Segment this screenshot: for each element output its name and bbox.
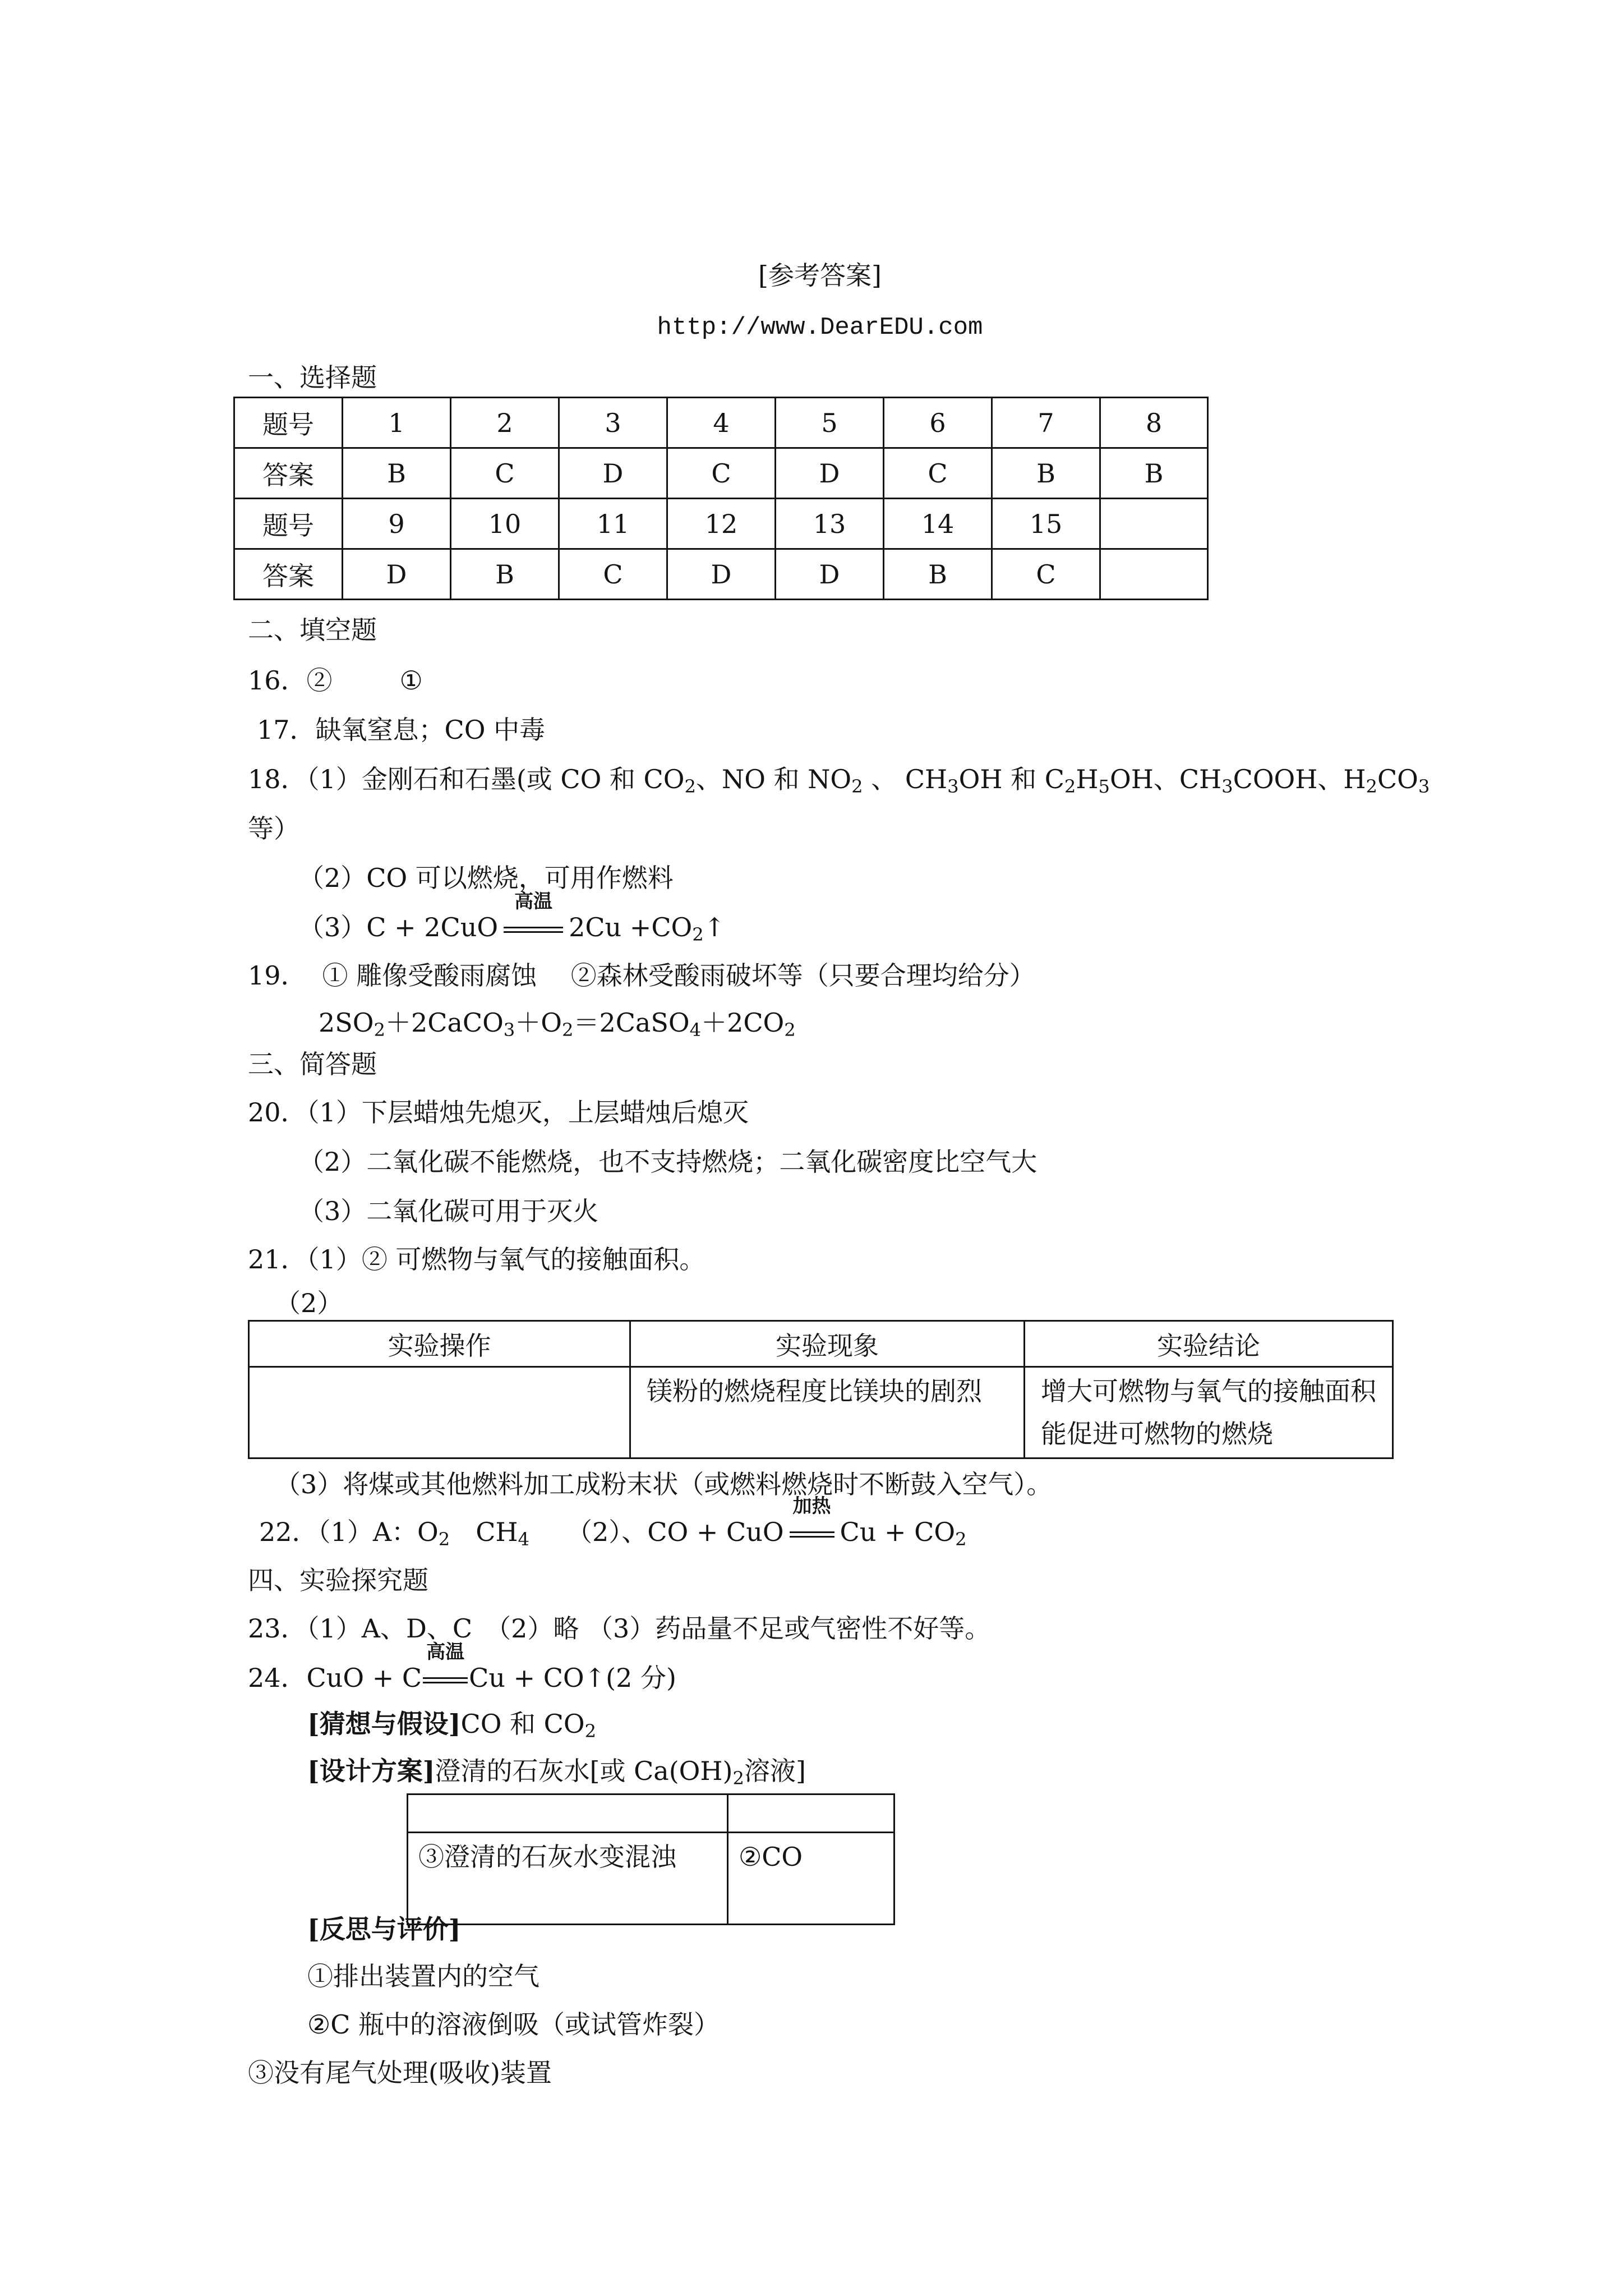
answer-q20-part1 [248, 1097, 749, 1128]
table-cell: 7 [992, 398, 1100, 448]
answer-q20-part2: （2）二氧化碳不能燃烧，也不支持燃烧；二氧化碳密度比空气大 [298, 1147, 1038, 1177]
answer-q18-part2: （2）CO 可以燃烧，可用作燃料 [298, 863, 674, 893]
column-header: 实验操作 [249, 1321, 630, 1367]
table-cell: D [776, 448, 884, 499]
reaction-condition: 高温 [514, 890, 553, 913]
table-cell: 10 [451, 499, 559, 549]
table-cell: C [559, 549, 667, 600]
answer-text: H [1076, 764, 1099, 794]
answer-text: （1）下层蜡烛先熄灭，上层蜡烛后熄灭 [306, 1097, 749, 1128]
answer-q16 [248, 665, 423, 696]
table-cell: 14 [884, 499, 992, 549]
equals-sign-icon [423, 1677, 468, 1683]
table-cell: 5 [776, 398, 884, 448]
answer-q20-part3: （3）二氧化碳可用于灭火 [298, 1196, 599, 1226]
table-cell: D [667, 549, 776, 600]
question-number: 19． [248, 960, 307, 991]
table-cell: B [884, 549, 992, 600]
table-cell [408, 1795, 728, 1833]
answer-q21-part2-label: （2） [275, 1288, 343, 1318]
table-cell: 镁粉的燃烧程度比镁块的剧烈 [630, 1367, 1025, 1458]
answer-text: （1）② 可燃物与氧气的接触面积。 [306, 1244, 706, 1274]
section-heading-short: 三、简答题 [248, 1049, 377, 1079]
table-cell: 题号 [234, 398, 343, 448]
section-heading-experiment: 四、实验探究题 [248, 1565, 428, 1595]
table-row [249, 1367, 1393, 1458]
answer-q21-part1 [248, 1246, 705, 1272]
reflection-item-2: ②C 瓶中的溶液倒吸（或试管炸裂） [307, 2009, 720, 2040]
answer-text: ② [306, 665, 333, 696]
answer-text: （1）金刚石和石墨(或 CO 和 CO [306, 764, 685, 794]
equation-part: ＋2CO [701, 1007, 785, 1038]
answer-text: 、NO 和 NO [695, 764, 852, 794]
table-cell: 12 [667, 499, 776, 549]
equation-right: 2Cu +CO [569, 912, 693, 942]
equation-right: Cu + CO↑(2 分) [469, 1663, 676, 1693]
table-cell: 9 [343, 499, 451, 549]
table-cell: 题号 [234, 499, 343, 549]
answer-text: CH [450, 1517, 518, 1547]
table-cell: 15 [992, 499, 1100, 549]
answer-text: 澄清的石灰水[或 Ca(OH) [435, 1756, 733, 1786]
answer-q21-part3: （3）将煤或其他燃料加工成粉末状（或燃料燃烧时不断鼓入空气）。 [275, 1469, 1053, 1499]
answer-q17: 17．缺氧窒息；CO 中毒 [257, 715, 546, 745]
answer-text: CO 和 CO [460, 1709, 585, 1739]
answer-text: COOH、H [1233, 764, 1366, 794]
question-number: 21． [248, 1244, 307, 1274]
answer-q23: 23．（1）A、D、C （2）略 （3）药品量不足或气密性不好等。 [248, 1613, 991, 1644]
equation-part: 2SO [319, 1007, 374, 1038]
answer-q22: 22．（1）A：$O_2$ $CH_4$ （2）、CO + CuO 加热 $Cu + CO_2$ [259, 1495, 967, 1550]
table-cell [249, 1367, 630, 1458]
answer-text: 溶液] [744, 1756, 806, 1786]
table-cell: C [451, 448, 559, 499]
table-row [234, 398, 1208, 448]
table-cell: ③澄清的石灰水变混浊 [408, 1833, 728, 1925]
table-cell: ②CO [728, 1833, 895, 1925]
question-number: 16． [248, 665, 307, 696]
table-row [234, 448, 1208, 499]
column-header: 实验现象 [630, 1321, 1025, 1367]
section-label: [设计方案] [307, 1756, 435, 1786]
table-cell [1100, 499, 1208, 549]
table-cell: C [884, 448, 992, 499]
table-cell: D [559, 448, 667, 499]
table-cell: 4 [667, 398, 776, 448]
answer-q24-design: [设计方案]澄清的石灰水[或 $Ca(OH)_2$溶液] [307, 1756, 806, 1789]
answer-text: ① 雕像受酸雨腐蚀 ②森林受酸雨破坏等（只要合理均给分） [322, 960, 1035, 991]
answer-text: OH 和 C [958, 764, 1064, 794]
table-cell: C [667, 448, 776, 499]
table-cell: 13 [776, 499, 884, 549]
equation-part: ＋2CaCO [385, 1007, 504, 1038]
equals-sign-icon [790, 1531, 834, 1538]
table-cell: B [992, 448, 1100, 499]
reflection-item-3: ③没有尾气处理(吸收)装置 [248, 2058, 552, 2088]
equation-left: CuO + C [306, 1663, 422, 1693]
design-table [407, 1793, 895, 1925]
column-header: 实验结论 [1025, 1321, 1393, 1367]
section-label: [猜想与假设] [307, 1709, 461, 1739]
table-row [408, 1795, 895, 1833]
source-url: http://www.DearEDU.com [657, 314, 983, 342]
question-number: 24． [248, 1663, 307, 1693]
table-cell: 1 [343, 398, 451, 448]
table-cell [1100, 549, 1208, 600]
table-cell: 2 [451, 398, 559, 448]
answer-text: CO [1377, 764, 1418, 794]
answer-text: ① [399, 665, 423, 696]
page-title: [参考答案] [758, 260, 882, 291]
answer-q19-line1 [248, 960, 1035, 991]
table-row [234, 499, 1208, 549]
answer-q24-hypothesis: [猜想与假设]CO 和 $CO_2$ [307, 1709, 597, 1742]
answer-text: 、 CH [863, 764, 948, 794]
equation-part: ＝2CaSO [573, 1007, 690, 1038]
table-row [408, 1833, 895, 1925]
table-header-row [249, 1321, 1393, 1367]
table-cell: C [992, 549, 1100, 600]
table-cell: B [451, 549, 559, 600]
question-number: 22． [259, 1517, 318, 1547]
equation-left: （3）C + 2CuO [298, 912, 499, 942]
equation-right: Cu + CO [840, 1517, 956, 1547]
question-number: 20． [248, 1097, 307, 1128]
answer-text: （1）A：O [317, 1517, 439, 1547]
table-row [234, 549, 1208, 600]
table-cell: 6 [884, 398, 992, 448]
experiment-table [248, 1320, 1394, 1459]
answer-text: OH、CH [1110, 764, 1222, 794]
question-number: 18． [248, 764, 307, 794]
answer-table-choice [233, 397, 1209, 600]
reflection-item-1: ①排出装置内的空气 [307, 1961, 540, 1991]
answer-q24-equation [248, 1641, 676, 1693]
answer-q18-part1: 18．（1）金刚石和石墨(或 CO 和 $CO_2$、NO 和 $NO_2$ 、 $CH_3OH$ 和 $C_2H_5OH$、$CH_3COOH$、$H_2CO_3$ [248, 764, 1430, 798]
table-cell: D [343, 549, 451, 600]
table-cell: 答案 [234, 549, 343, 600]
equals-sign-icon [504, 927, 563, 933]
table-cell: B [343, 448, 451, 499]
answer-q18-part1-end: 等） [248, 813, 299, 844]
table-cell: 3 [559, 398, 667, 448]
table-cell: D [776, 549, 884, 600]
equation-part: ＋O [515, 1007, 562, 1038]
reaction-condition: 高温 [426, 1641, 465, 1663]
table-cell [728, 1795, 895, 1833]
table-cell: B [1100, 448, 1208, 499]
answer-q19-equation: $2SO_2+2CaCO_3+O_2=2CaSO_4+2CO_2$ [319, 1007, 796, 1041]
table-cell: 增大可燃物与氧气的接触面积能促进可燃物的燃烧 [1025, 1367, 1393, 1458]
reaction-condition: 加热 [792, 1495, 831, 1517]
section-label-reflection: [反思与评价] [307, 1914, 461, 1944]
equation-left: （2）、CO + CuO [566, 1517, 784, 1547]
table-cell: 11 [559, 499, 667, 549]
answer-q18-part3: （3）C + 2CuO 高温 $2Cu +CO_2↑$ [298, 890, 726, 946]
table-cell: 答案 [234, 448, 343, 499]
table-cell: 8 [1100, 398, 1208, 448]
gas-arrow-icon: ↑ [703, 912, 726, 942]
section-heading-choice: 一、选择题 [248, 362, 377, 393]
section-heading-fill: 二、填空题 [248, 615, 377, 645]
